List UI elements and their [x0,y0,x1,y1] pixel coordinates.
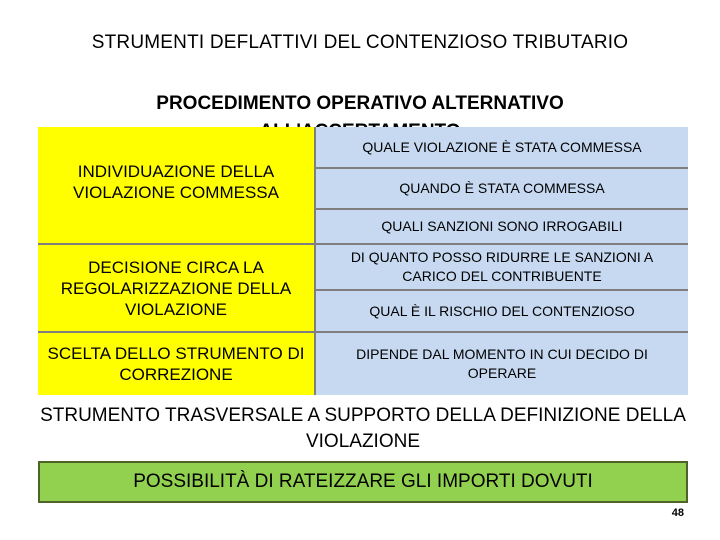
question-label: DI QUANTO POSSO RIDURRE LE SANZIONI A CARICO DEL CONTRIBUENTE [350,249,654,284]
step-identification-label: INDIVIDUAZIONE DELLA VIOLAZIONE COMMESSA [73,162,279,202]
step-decision-label: DECISIONE CIRCA LA REGOLARIZZAZIONE DELLA VIOLAZIONE [60,257,292,319]
question-label: QUAL È IL RISCHIO DEL CONTENZIOSO [369,302,635,319]
question-label: QUALI SANZIONI SONO IRROGABILI [381,218,623,234]
question-label: DIPENDE DAL MOMENTO IN CUI DECIDO DI OPERARE [356,346,648,381]
question-label: QUALE VIOLAZIONE È STATA COMMESSA [362,138,642,155]
question-cell [316,333,688,395]
slide-title: STRUMENTI DEFLATTIVI DEL CONTENZIOSO TRIBUTARIO [91,32,629,53]
page-number: 48 [671,507,684,519]
question-label: QUANDO È STATA COMMESSA [399,180,605,196]
questions-column [316,127,688,395]
steps-column [38,127,316,395]
installment-box [38,461,688,503]
step-decision [38,245,314,333]
step-choice [38,333,314,395]
cross-tool-heading: STRUMENTO TRASVERSALE A SUPPORTO DELLA DEFINIZIONE DELLA VIOLAZIONE [40,405,686,452]
question-cell [316,245,688,291]
installment-label: POSSIBILITÀ DI RATEIZZARE GLI IMPORTI DOVUTI [133,471,593,492]
slide-subtitle: PROCEDIMENTO OPERATIVO ALTERNATIVO [156,93,564,114]
question-cell [316,210,688,245]
question-cell [316,169,688,210]
question-cell [316,291,688,333]
step-choice-label: SCELTA DELLO STRUMENTO DI CORREZIONE [47,344,305,384]
step-identification [38,127,314,245]
question-cell [316,127,688,169]
